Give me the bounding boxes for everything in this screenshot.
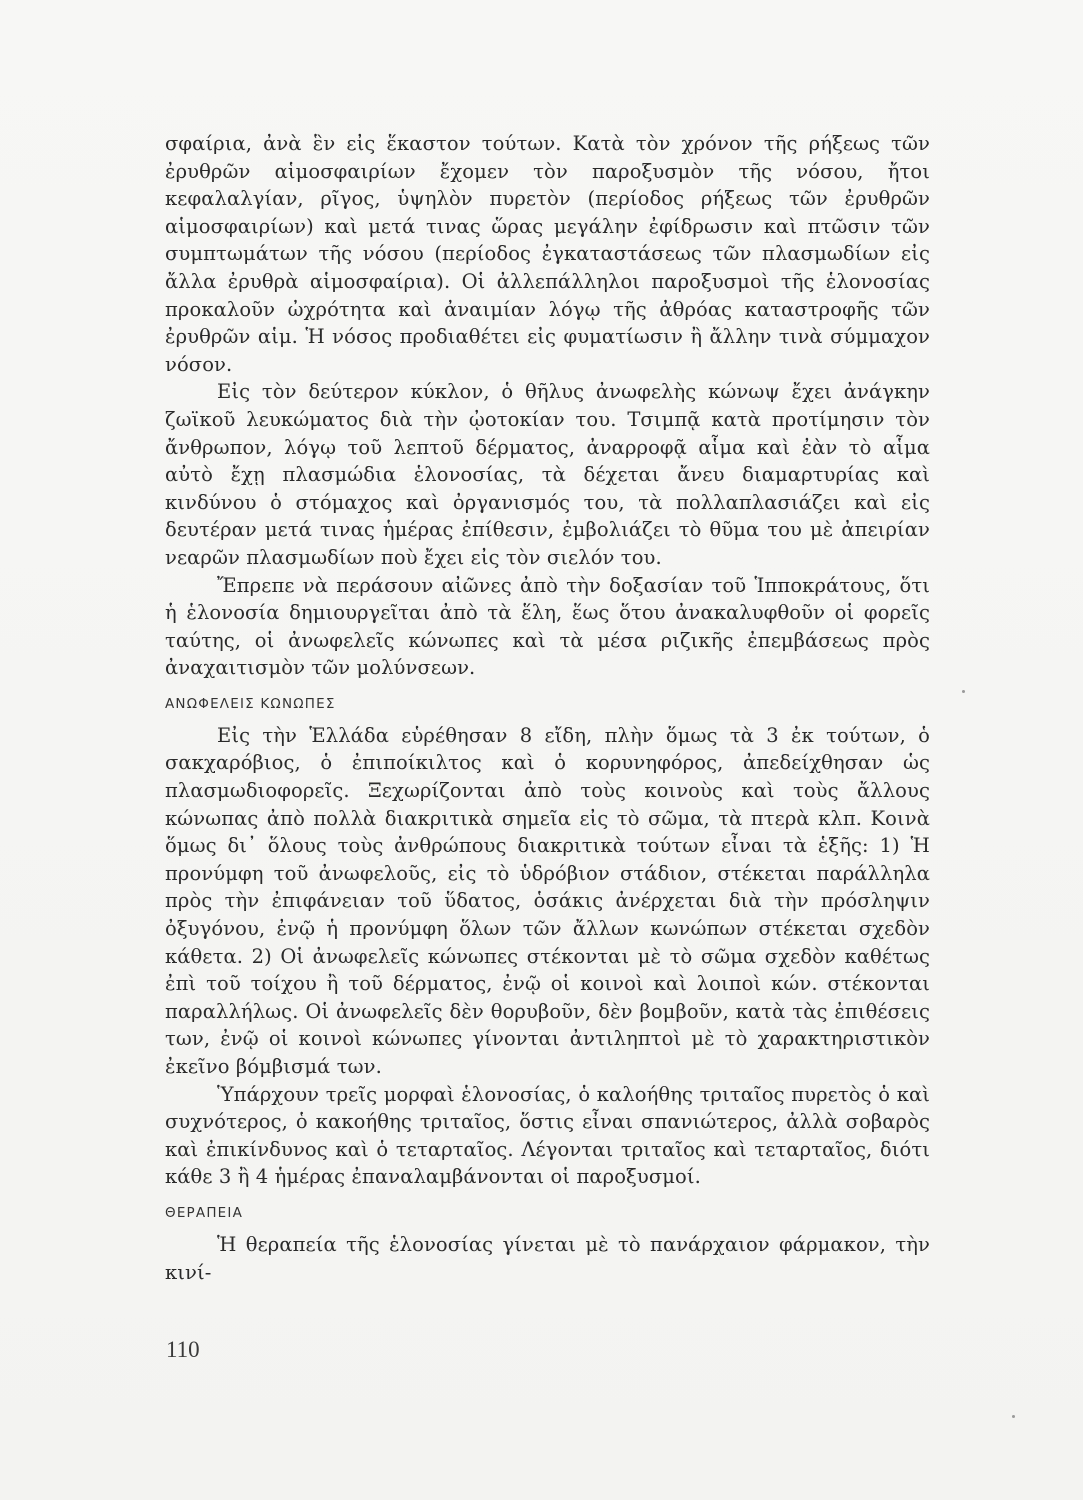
section-heading-anopheles: ΑΝΩΦΕΛΕΙΣ ΚΩΝΩΠΕΣ — [165, 695, 336, 712]
section-heading-therapy: ΘΕΡΑΠΕΙΑ — [165, 1204, 244, 1221]
paragraph-4: Εἰς τὴν Ἑλλάδα εὑρέθησαν 8 εἴδη, πλὴν ὅμως τὰ 3 ἐκ τούτων, ὁ σακχαρόβιος, ὁ ἐπιποίκιλτος καὶ ὁ κορυνηφόρος, ἀπεδείχθησαν ὡς πλασμωδιοφορεῖς. Ξεχωρίζονται ἀπὸ τοὺς κοινοὺς καὶ τοὺς ἄλλους κώνωπας ἀπὸ πολλὰ διακριτικὰ σημεῖα εἰς τὸ σῶμα, τὰ πτερὰ κλπ. Κοινὰ ὅμως δι᾽ ὅλους τοὺς ἀνθρώπους διακριτικὰ τούτων εἶναι τὰ ἑξῆς: 1) Ἡ προνύμφη τοῦ ἀνωφελοῦς, εἰς τὸ ὑδρόβιον στάδιον, στέκεται παράλληλα πρὸς τὴν ἐπιφάνειαν τοῦ ὕδατος, ὁσάκις ἀνέρχεται διὰ τὴν πρόσληψιν ὀξυγόνου, ἐνῷ ἡ προνύμφη ὅλων τῶν ἄλλων κωνώπων στέκεται σχεδὸν κάθετα. 2) Οἱ ἀνωφελεῖς κώνωπες στέκονται μὲ τὸ σῶμα σχεδὸν καθέτως ἐπὶ τοῦ τοίχου ἢ τοῦ δέρματος, ἐνῷ οἱ κοινοὶ καὶ λοιποὶ κών. στέκονται παραλλήλως. Οἱ ἀνωφελεῖς δὲν θορυβοῦν, δὲν βομβοῦν, κατὰ τὰς ἐπιθέσεις των, ἐνῷ οἱ κοινοὶ κώνωπες γίνονται ἀντιληπτοὶ μὲ τὸ χαρακτηριστικὸν ἐκεῖνο βόμβισμά των. — [165, 723, 930, 1078]
paragraph-6: Ἡ θεραπεία τῆς ἑλονοσίας γίνεται μὲ τὸ πανάρχαιον φάρμακον, τὴν κινί- — [165, 1232, 930, 1284]
body-text — [165, 130, 930, 1286]
paragraph-1: σφαίρια, ἀνὰ ἓν εἰς ἕκαστον τούτων. Κατὰ τὸν χρόνον τῆς ρήξεως τῶν ἐρυθρῶν αἱμοσφαιρίων ἔχομεν τὸν παροξυσμὸν τῆς νόσου, ἤτοι κεφαλαλγίαν, ρῖγος, ὑψηλὸν πυρετὸν (περίοδος ρήξεως τῶν ἐρυθρῶν αἱμοσφαιρίων) καὶ μετά τινας ὥρας μεγάλην ἐφίδρωσιν καὶ πτῶσιν τῶν συμπτωμάτων τῆς νόσου (περίοδος ἐγκαταστάσεως τῶν πλασμωδίων εἰς ἄλλα ἐρυθρὰ αἱμοσφαίρια). Οἱ ἀλλεπάλληλοι παροξυσμοὶ τῆς ἑλονοσίας προκαλοῦν ὠχρότητα καὶ ἀναιμίαν λόγῳ τῆς ἀθρόας καταστροφῆς τῶν ἐρυθρῶν αἱμ. Ἡ νόσος προδιαθέτει εἰς φυματίωσιν ἢ ἄλλην τινὰ σύμμαχον νόσον. — [165, 132, 930, 376]
paper-speck — [1012, 1415, 1015, 1418]
page-number: 110 — [166, 1337, 200, 1362]
paragraph-2: Εἰς τὸν δεύτερον κύκλον, ὁ θῆλυς ἀνωφελὴς κώνωψ ἔχει ἀνάγκην ζωϊκοῦ λευκώματος διὰ τὴν ᾠοτοκίαν του. Τσιμπᾷ κατὰ προτίμησιν τὸν ἄνθρωπον, λόγῳ τοῦ λεπτοῦ δέρματος, ἀναρροφᾷ αἷμα καὶ ἐὰν τὸ αἷμα αὐτὸ ἔχῃ πλασμώδια ἑλονοσίας, τὰ δέχεται ἄνευ διαμαρτυρίας καὶ κινδύνου ὁ στόμαχος καὶ ὀργανισμός του, τὰ πολλαπλασιάζει καὶ εἰς δευτέραν μετά τινας ἡμέρας ἐπίθεσιν, ἐμβολιάζει τὸ θῦμα του μὲ ἀπειρίαν νεαρῶν πλασμωδίων ποὺ ἔχει εἰς τὸν σιελόν του. — [165, 380, 930, 569]
paragraph-5: Ὑπάρχουν τρεῖς μορφαὶ ἑλονοσίας, ὁ καλοήθης τριταῖος πυρετὸς ὁ καὶ συχνότερος, ὁ κακοήθης τριταῖος, ὅστις εἶναι σπανιώτερος, ἀλλὰ σοβαρὸς καὶ ἐπικίνδυνος καὶ ὁ τεταρταῖος. Λέγονται τριταῖος καὶ τεταρταῖος, διότι κάθε 3 ἢ 4 ἡμέρας ἐπαναλαμβάνονται οἱ παροξυσμοί. — [165, 1082, 930, 1189]
paper-speck — [962, 690, 965, 693]
paragraph-3: Ἔπρεπε νὰ περάσουν αἰῶνες ἀπὸ τὴν δοξασίαν τοῦ Ἱπποκράτους, ὅτι ἡ ἑλονοσία δημιουργεῖται ἀπὸ τὰ ἕλη, ἕως ὅτου ἀνακαλυφθοῦν οἱ φορεῖς ταύτης, οἱ ἀνωφελεῖς κώνωπες καὶ τὰ μέσα ριζικῆς ἐπεμβάσεως πρὸς ἀναχαιτισμὸν τῶν μολύνσεων. — [165, 573, 930, 680]
